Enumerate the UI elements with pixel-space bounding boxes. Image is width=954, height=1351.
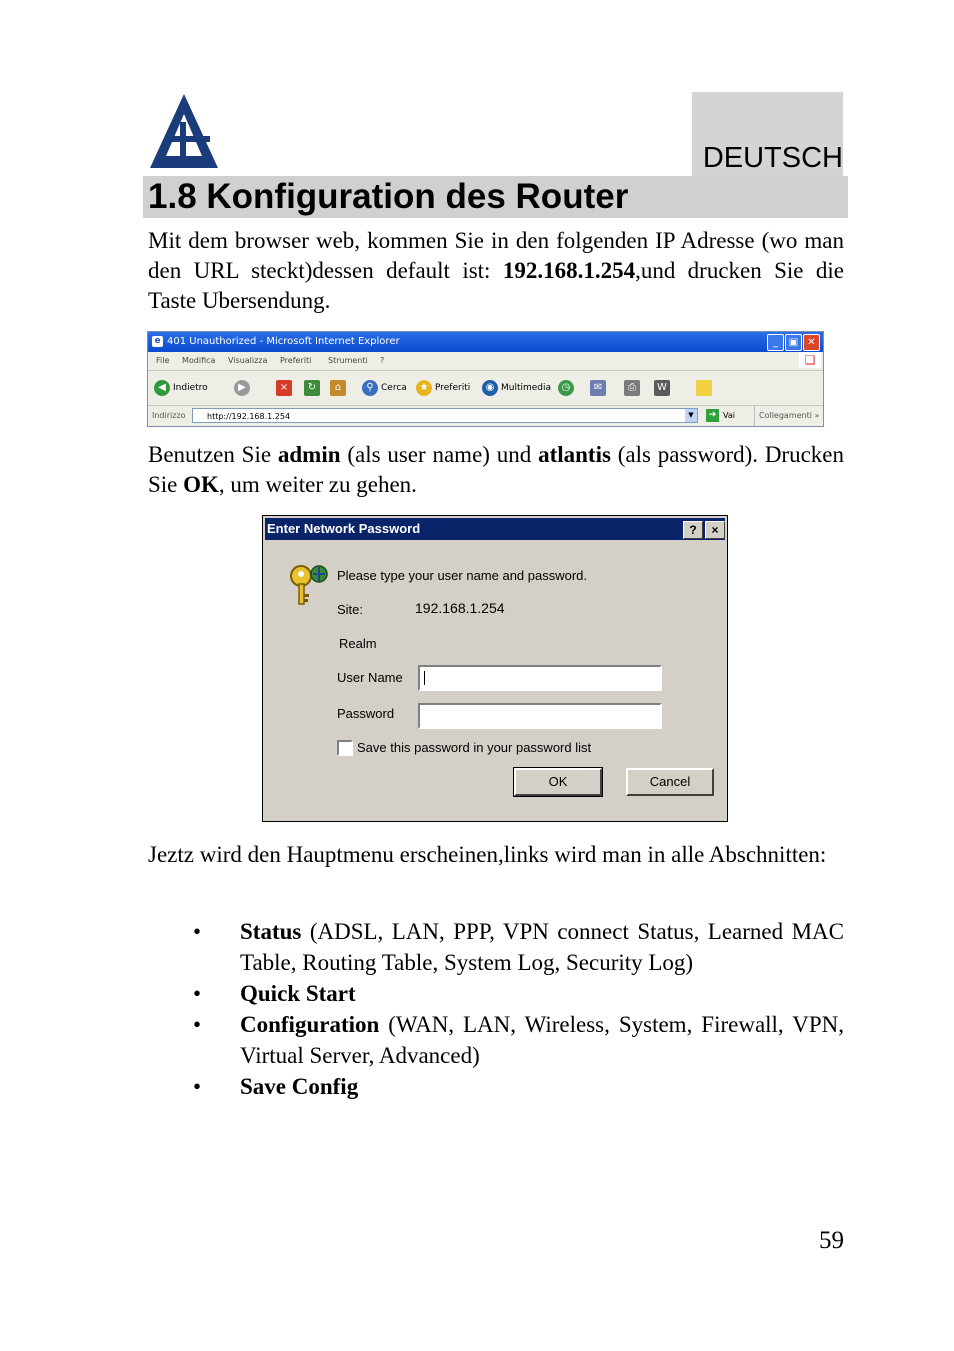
forward-icon: ▶ xyxy=(234,380,250,396)
cancel-button[interactable]: Cancel xyxy=(626,768,714,796)
favorites-button[interactable]: ★ Preferiti xyxy=(416,379,470,397)
password-input[interactable] xyxy=(418,703,662,729)
ok-button[interactable]: OK xyxy=(514,768,602,796)
site-label: Site: xyxy=(337,602,364,617)
paragraph-intro: Mit dem browser web, kommen Sie in den folgenden IP Adresse (wo man den URL steckt)dessen default ist: 192.168.1.254,und drucken Sie die Taste Ubersendung. xyxy=(148,228,844,313)
dialog-title: Enter Network Password xyxy=(267,521,421,536)
dialog-close-button[interactable]: × xyxy=(705,521,725,539)
menu-preferiti[interactable]: Preferiti xyxy=(280,356,312,365)
browser-screenshot xyxy=(147,331,824,427)
save-password-label: Save this password in your password list xyxy=(357,740,592,755)
address-input[interactable]: http://192.168.1.254 xyxy=(192,408,698,423)
menu-file[interactable]: File xyxy=(156,356,170,365)
paragraph-credentials: Benutzen Sie admin (als user name) und atlantis (als password). Drucken Sie OK, um weiter zu gehen. xyxy=(148,442,845,497)
back-icon: ◀ xyxy=(154,380,170,396)
site-value: 192.168.1.254 xyxy=(415,600,505,616)
save-password-checkbox[interactable] xyxy=(337,740,353,756)
menu-strumenti[interactable]: Strumenti xyxy=(328,356,368,365)
list-item: • Quick Start xyxy=(193,981,356,1006)
mail-button[interactable] xyxy=(590,379,609,397)
password-label: Password xyxy=(337,706,395,721)
media-button[interactable]: ◉ Multimedia xyxy=(482,379,551,397)
username-label: User Name xyxy=(337,670,403,685)
windows-logo-icon: ❏ xyxy=(799,352,821,368)
dialog-prompt: Please type your user name and password. xyxy=(337,568,588,583)
list-item: • Save Config xyxy=(193,1074,359,1099)
note-icon xyxy=(696,380,712,396)
home-button[interactable] xyxy=(330,379,349,397)
language-label: DEUTSCH xyxy=(702,142,843,174)
list-item: • Status (ADSL, LAN, PPP, VPN connect Status, Learned MAC Table, Routing Table, System Log, Security Log) xyxy=(193,919,844,975)
refresh-icon: ↻ xyxy=(304,380,320,396)
realm-label: Realm xyxy=(339,636,377,651)
search-icon: ⚲ xyxy=(362,380,378,396)
browser-toolbar xyxy=(148,371,823,406)
section-list xyxy=(193,916,844,1102)
atlantis-logo xyxy=(146,92,222,170)
messenger-button[interactable] xyxy=(696,379,715,397)
minimize-button[interactable]: _ xyxy=(767,334,784,351)
forward-button[interactable] xyxy=(234,379,253,397)
username-input[interactable] xyxy=(418,665,662,691)
back-button[interactable]: ◀ Indietro xyxy=(154,379,208,397)
history-icon: ◷ xyxy=(558,380,574,396)
close-button[interactable]: ✕ xyxy=(803,334,820,351)
menu-visualizza[interactable]: Visualizza xyxy=(228,356,268,365)
history-button[interactable] xyxy=(558,379,577,397)
help-button[interactable]: ? xyxy=(683,521,703,539)
browser-titlebar xyxy=(148,332,823,352)
browser-menubar xyxy=(148,352,823,371)
password-dialog xyxy=(262,515,728,822)
password-value: atlantis xyxy=(538,442,611,467)
search-button[interactable]: ⚲ Cerca xyxy=(362,379,407,397)
stop-button[interactable] xyxy=(276,379,295,397)
star-icon: ★ xyxy=(416,380,432,396)
go-arrow-icon: ➜ xyxy=(706,409,719,422)
ok-keyword: OK xyxy=(183,472,219,497)
print-icon: ⎙ xyxy=(624,380,640,396)
key-icon xyxy=(289,562,329,606)
go-button[interactable]: ➜ Vai xyxy=(706,406,735,426)
paragraph-menu: Jeztz wird den Hauptmenu erscheinen,links wird man in alle Abschnitten: xyxy=(148,842,827,867)
address-dropdown-icon[interactable]: ▼ xyxy=(685,409,697,422)
mail-icon: ✉ xyxy=(590,380,606,396)
section-title: 1.8 Konfiguration des Router xyxy=(148,177,629,216)
menu-help[interactable]: ? xyxy=(380,356,385,365)
edit-icon: W xyxy=(654,380,670,396)
menu-modifica[interactable]: Modifica xyxy=(182,356,216,365)
username-value: admin xyxy=(277,442,341,467)
address-bar xyxy=(148,406,823,426)
print-button[interactable] xyxy=(624,379,643,397)
list-item: • Configuration (WAN, LAN, Wireless, System, Firewall, VPN, Virtual Server, Advanced) xyxy=(193,1012,844,1068)
browser-title: 401 Unauthorized - Microsoft Internet Explorer xyxy=(167,336,400,347)
stop-icon: × xyxy=(276,380,292,396)
dialog-titlebar xyxy=(265,518,725,540)
edit-button[interactable] xyxy=(654,379,673,397)
home-icon: ⌂ xyxy=(330,380,346,396)
page-number: 59 xyxy=(819,1227,844,1254)
address-label: Indirizzo xyxy=(152,411,186,420)
links-button[interactable]: Collegamenti » xyxy=(754,406,819,426)
maximize-button[interactable]: ▣ xyxy=(785,334,802,351)
ie-icon: e xyxy=(152,336,163,347)
media-icon: ◉ xyxy=(482,380,498,396)
refresh-button[interactable] xyxy=(304,379,323,397)
ip-address: 192.168.1.254 xyxy=(502,258,636,283)
text-caret xyxy=(424,671,425,685)
